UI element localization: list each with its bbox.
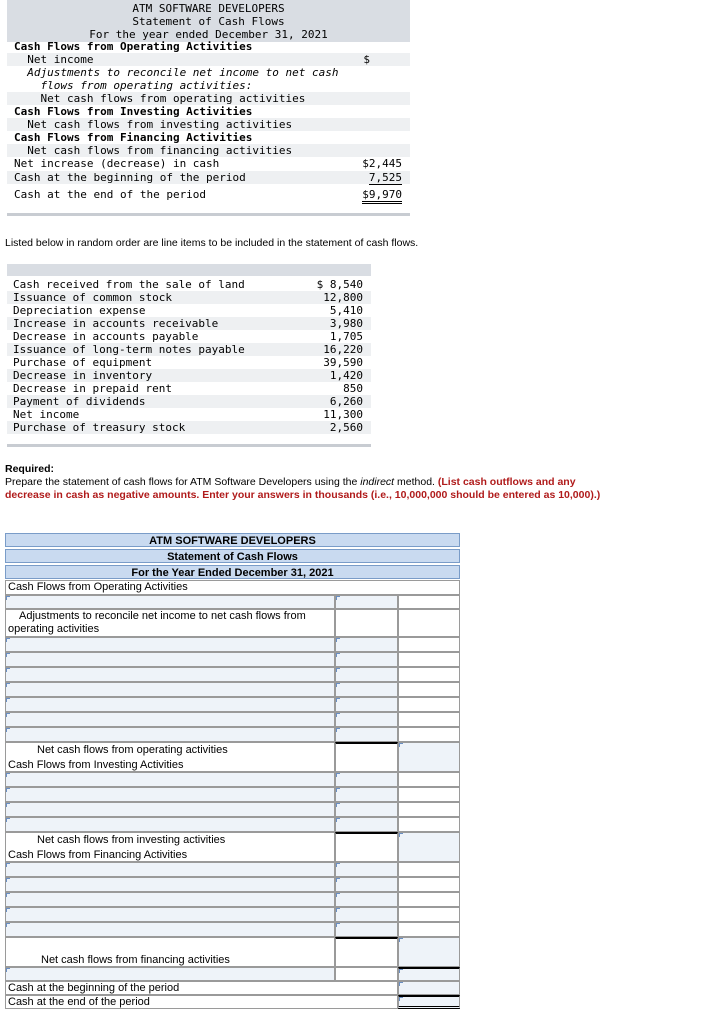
fin-row-amount-input[interactable]	[335, 892, 398, 907]
fin-row-total-cell	[398, 907, 460, 922]
inv-row-amount-input[interactable]	[335, 772, 398, 787]
given-row: Net cash flows from financing activities	[7, 144, 410, 157]
line-items-list	[7, 264, 371, 447]
given-row: Cash Flows from Financing Activities	[14, 131, 253, 144]
list-item: Issuance of long-term notes payable 16,220	[7, 343, 371, 356]
list-item: Payment of dividends 6,260	[7, 395, 371, 408]
fin-row-total-cell	[398, 877, 460, 892]
op-adjustment-row-amount-input[interactable]	[335, 727, 398, 742]
ending-input[interactable]	[398, 995, 460, 1009]
fin-row-label-input[interactable]	[5, 892, 335, 907]
inv-row-amount-input[interactable]	[335, 817, 398, 832]
adj-spacer	[335, 609, 398, 637]
list-item: Purchase of treasury stock 2,560	[7, 421, 371, 434]
op-adjustment-row-total-cell	[398, 727, 460, 742]
fin-total-spacer	[335, 937, 398, 967]
inv-total-label: Net cash flows from investing activities	[37, 834, 226, 846]
op-adjustment-row-label-input[interactable]	[5, 712, 335, 727]
inv-total-spacer	[335, 832, 398, 862]
list-item: Cash received from the sale of land $ 8,540	[13, 278, 363, 291]
op-adjustment-row-amount-input[interactable]	[335, 697, 398, 712]
adj-spacer2	[398, 609, 460, 637]
given-row: Net increase (decrease) in cash $2,445	[14, 157, 402, 170]
list-item: Depreciation expense 5,410	[13, 304, 363, 317]
net-change-label-input[interactable]	[5, 967, 335, 981]
fin-row-amount-input[interactable]	[335, 862, 398, 877]
list-item: Issuance of common stock 12,800	[7, 291, 371, 304]
op-adjustment-row-total-cell	[398, 682, 460, 697]
list-item: Decrease in prepaid rent 850	[13, 382, 363, 395]
op-adjustment-row-total-cell	[398, 697, 460, 712]
fin-row-total-cell	[398, 892, 460, 907]
net-income-row-label-input[interactable]	[5, 595, 335, 609]
inv-row-total-cell	[398, 787, 460, 802]
required-text-b: method.	[394, 476, 438, 488]
fin-row-amount-input[interactable]	[335, 907, 398, 922]
adj-heading-line1: Adjustments to reconcile net income to net cash flows from	[19, 610, 306, 622]
required-method: indirect	[360, 476, 395, 488]
given-statement-header	[7, 0, 410, 42]
op-adjustment-row-total-cell	[398, 637, 460, 652]
op-adjustment-row-label-input[interactable]	[5, 727, 335, 742]
given-period: For the year ended December 31, 2021	[89, 28, 328, 41]
given-row: Net income $	[7, 53, 410, 66]
beginning-input[interactable]	[398, 981, 460, 995]
ending-label: Cash at the end of the period	[8, 996, 150, 1008]
op-adjustment-row-amount-input[interactable]	[335, 712, 398, 727]
op-adjustment-row-label-input[interactable]	[5, 667, 335, 682]
fin-row-amount-input[interactable]	[335, 922, 398, 937]
inv-row-label-input[interactable]	[5, 802, 335, 817]
adj-heading-line2: operating activities	[8, 623, 100, 635]
op-adjustment-row-amount-input[interactable]	[335, 637, 398, 652]
answer-period: For the Year Ended December 31, 2021	[5, 565, 460, 579]
fin-total-input[interactable]	[398, 937, 460, 967]
op-adjustment-row-amount-input[interactable]	[335, 682, 398, 697]
required-note: (List cash outflows and any decrease in cash as negative amounts. Enter your answers in thousands (i.e., 10,000,000 should be entered as 10,000).)	[5, 476, 601, 501]
given-row: Net cash flows from operating activities	[7, 92, 410, 105]
op-heading: Cash Flows from Operating Activities	[8, 581, 188, 593]
op-adjustment-row-label-input[interactable]	[5, 682, 335, 697]
inv-row-total-cell	[398, 772, 460, 787]
op-adjustment-row-label-input[interactable]	[5, 697, 335, 712]
given-row: Adjustments to reconcile net income to net cash	[14, 66, 339, 79]
fin-row-label-input[interactable]	[5, 877, 335, 892]
op-total-input[interactable]	[398, 742, 460, 772]
list-item: Net income 11,300	[13, 408, 363, 421]
fin-row-amount-input[interactable]	[335, 877, 398, 892]
list-item: Decrease in accounts payable 1,705	[13, 330, 363, 343]
required-instructions	[5, 463, 623, 502]
given-title: Statement of Cash Flows	[132, 15, 285, 28]
fin-row-label-input[interactable]	[5, 922, 335, 937]
net-change-spacer	[335, 967, 398, 981]
op-adjustment-row-total-cell	[398, 652, 460, 667]
given-row: Cash Flows from Operating Activities	[14, 40, 253, 53]
net-change-input[interactable]	[398, 967, 460, 981]
op-adjustment-row-total-cell	[398, 667, 460, 682]
inv-row-label-input[interactable]	[5, 817, 335, 832]
beginning-label: Cash at the beginning of the period	[8, 982, 180, 994]
line-items-header-bar	[7, 264, 371, 276]
given-bottom-bar	[7, 213, 410, 216]
list-item: Purchase of equipment 39,590	[13, 356, 363, 369]
given-row: Net cash flows from investing activities	[7, 118, 410, 131]
net-income-row-total-cell	[398, 595, 460, 609]
op-adjustment-row-total-cell	[398, 712, 460, 727]
op-total-spacer	[335, 742, 398, 772]
required-heading: Required:	[5, 463, 55, 475]
answer-company: ATM SOFTWARE DEVELOPERS	[5, 533, 460, 547]
fin-total-label: Net cash flows from financing activities	[41, 954, 230, 966]
op-adjustment-row-label-input[interactable]	[5, 652, 335, 667]
line-items-bottom-bar	[7, 444, 371, 447]
given-statement	[7, 0, 410, 216]
given-row: Cash at the beginning of the period 7,525	[7, 171, 410, 184]
fin-row-total-cell	[398, 922, 460, 937]
fin-heading: Cash Flows from Financing Activities	[8, 849, 188, 861]
given-row: Cash Flows from Investing Activities	[14, 105, 253, 118]
inv-total-input[interactable]	[398, 832, 460, 862]
list-item: Increase in accounts receivable 3,980	[7, 317, 371, 330]
answer-title: Statement of Cash Flows	[5, 549, 460, 563]
list-item: Decrease in inventory 1,420	[7, 369, 371, 382]
required-text: Prepare the statement of cash flows for ATM Software Developers using the	[5, 476, 361, 488]
answer-statement	[5, 533, 460, 1015]
op-adjustment-row-amount-input[interactable]	[335, 667, 398, 682]
inv-row-label-input[interactable]	[5, 787, 335, 802]
inv-row-total-cell	[398, 802, 460, 817]
net-income-row-amount-input[interactable]	[335, 595, 398, 609]
op-adjustment-row-label-input[interactable]	[5, 637, 335, 652]
fin-row-total-cell	[398, 862, 460, 877]
fin-row-label-input[interactable]	[5, 907, 335, 922]
intro-text: Listed below in random order are line items to be included in the statement of cash flows.	[5, 237, 419, 249]
given-row: flows from operating activities:	[14, 79, 253, 92]
given-row: Cash at the end of the period $9,970	[7, 188, 410, 201]
inv-row-amount-input[interactable]	[335, 787, 398, 802]
inv-heading: Cash Flows from Investing Activities	[8, 759, 184, 771]
inv-row-total-cell	[398, 817, 460, 832]
inv-row-amount-input[interactable]	[335, 802, 398, 817]
inv-row-label-input[interactable]	[5, 772, 335, 787]
op-total-label: Net cash flows from operating activities	[37, 744, 228, 756]
op-adjustment-row-amount-input[interactable]	[335, 652, 398, 667]
fin-row-label-input[interactable]	[5, 862, 335, 877]
given-company: ATM SOFTWARE DEVELOPERS	[132, 2, 285, 15]
